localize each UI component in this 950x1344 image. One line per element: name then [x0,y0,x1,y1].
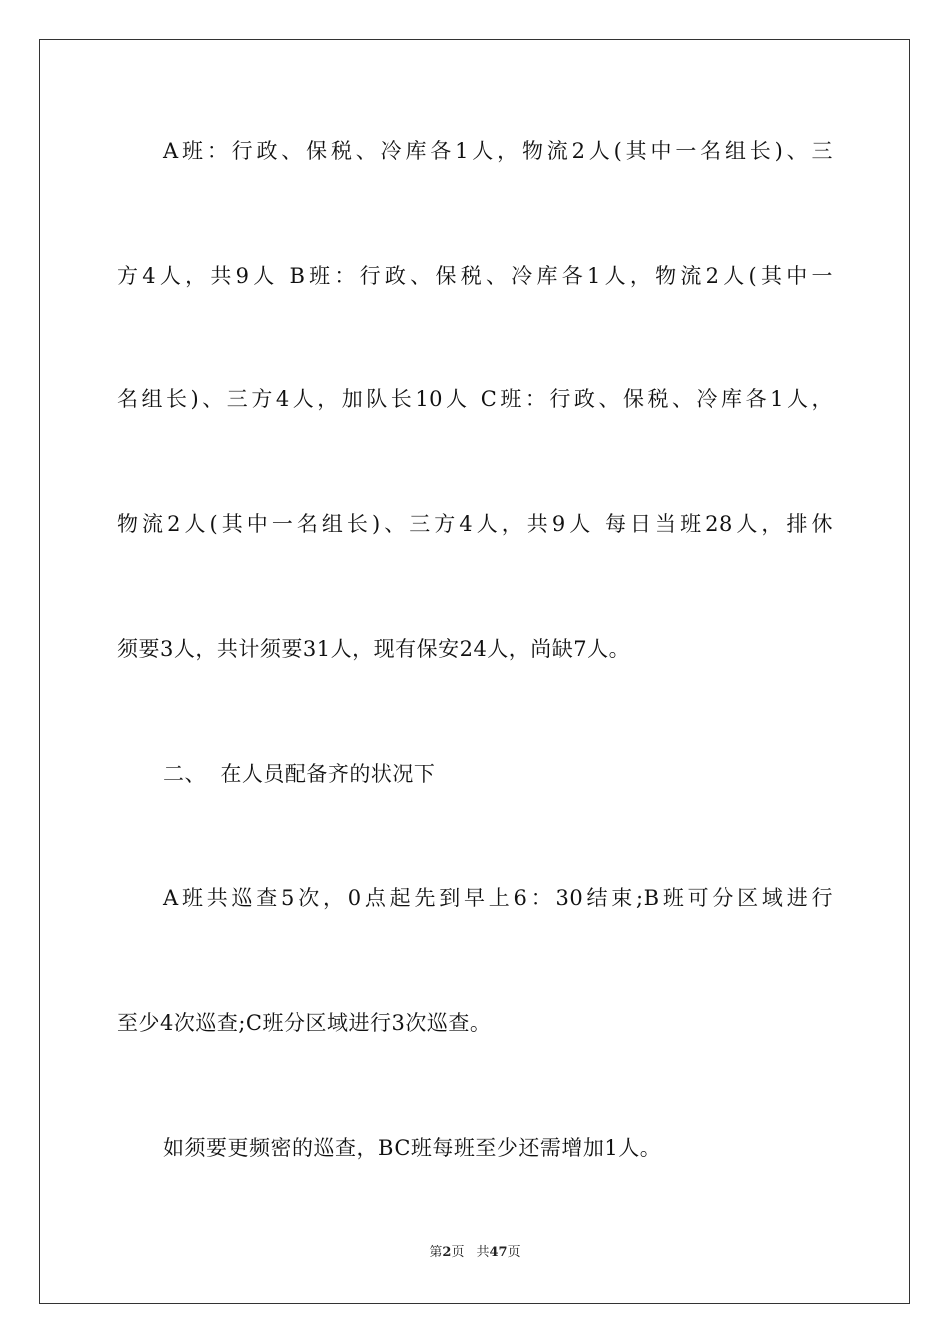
paragraph-line-5: 须要3人，共计须要31人，现有保安24人，尚缺7人。 [117,637,631,661]
footer-total-pages: 47 [489,1245,508,1260]
footer-total-suffix: 页 [507,1245,521,1260]
paragraph-line-6: A班共巡查5次，0点起先到早上6：30结束;B班可分区域进行 [163,886,833,910]
footer-page-suffix: 页 [451,1245,465,1260]
paragraph-line-7: 至少4次巡查;C班分区域进行3次巡查。 [117,1011,492,1035]
section-heading: 二、 在人员配备齐的状况下 [163,762,436,786]
paragraph-line-2: 方4人，共9人 B班：行政、保税、冷库各1人，物流2人(其中一 [117,264,833,288]
footer-total-prefix: 共 [476,1245,490,1260]
paragraph-line-4: 物流2人(其中一名组长)、三方4人，共9人 每日当班28人，排休 [117,512,833,536]
footer-page-number: 2 [442,1245,452,1260]
paragraph-line-8: 如须要更频密的巡查，BC班每班至少还需增加1人。 [163,1136,662,1160]
paragraph-line-1: A班：行政、保税、冷库各1人，物流2人(其中一名组长)、三 [163,139,833,163]
footer-page-prefix: 第 [429,1245,443,1260]
page-footer [0,1244,950,1262]
page-border [39,39,910,1304]
paragraph-line-3: 名组长)、三方4人，加队长10人 C班：行政、保税、冷库各1人， [117,387,833,411]
